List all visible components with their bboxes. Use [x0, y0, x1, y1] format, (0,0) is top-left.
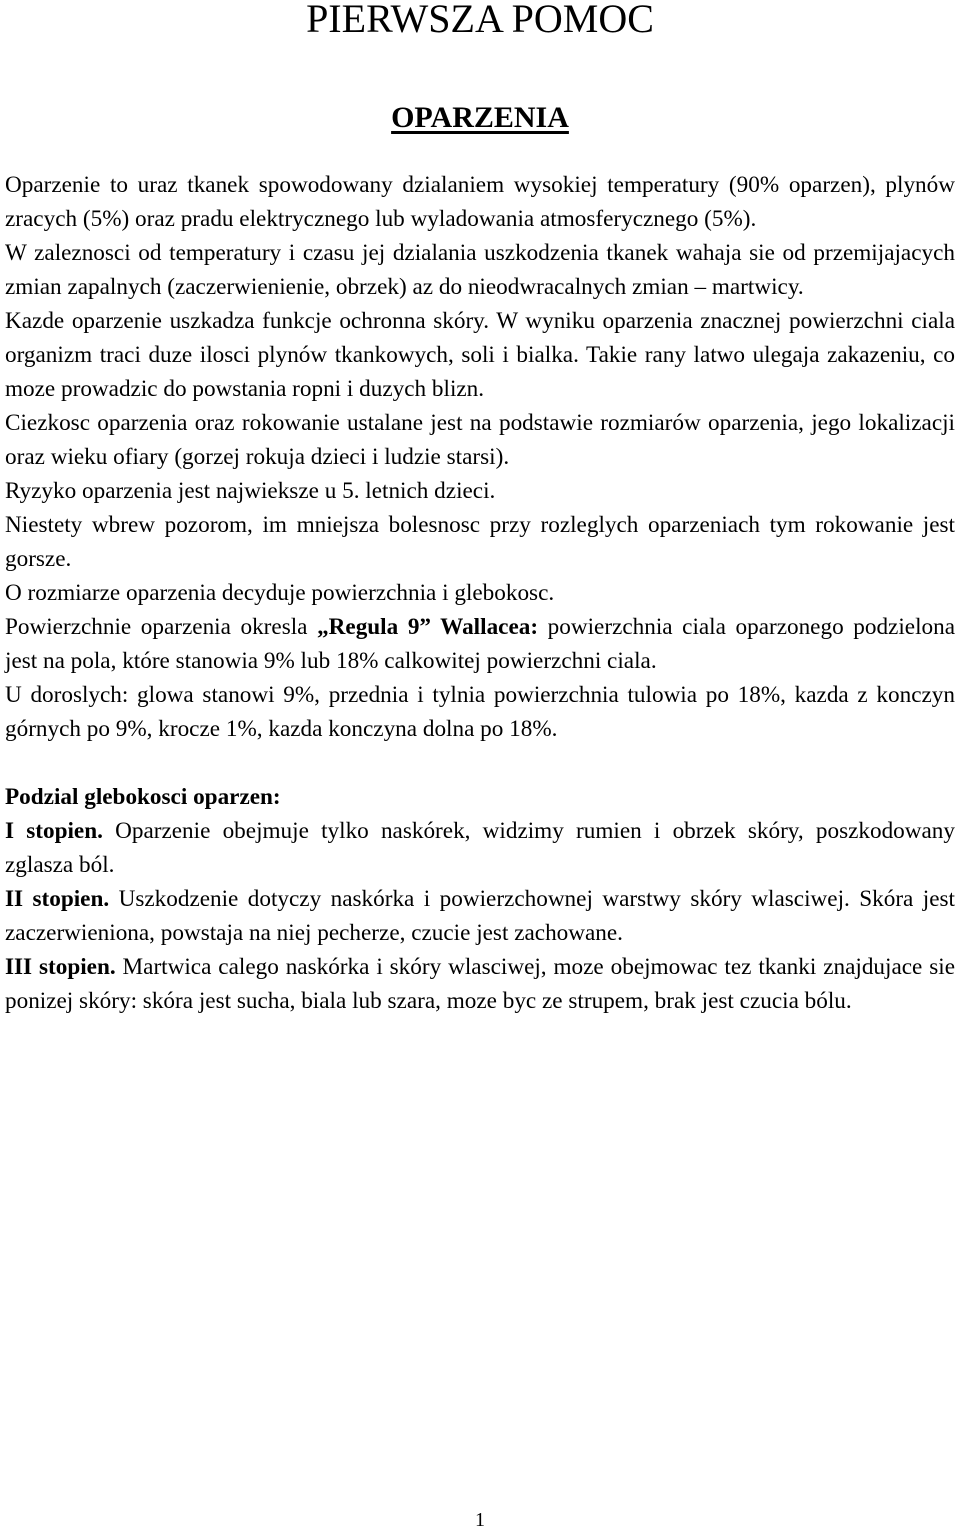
- degree-item: [5, 814, 955, 882]
- page-number: 1: [475, 1509, 485, 1531]
- degree-text: Oparzenie obejmuje tylko naskórek, widzimy rumien i obrzek skóry, poszkodowany zglasza ból.: [5, 818, 955, 878]
- document-title: PIERWSZA POMOC: [306, 0, 654, 41]
- section-heading: OPARZENIA: [391, 101, 569, 134]
- degree-item: [5, 950, 955, 1018]
- paragraph: Kazde oparzenie uszkadza funkcje ochronna skóry. W wyniku oparzenia znacznej powierzchni ciala organizm traci duze ilosci plynów tkankowych, soli i bialka. Takie rany latwo ulegaja zakazeniu, co moze prowadzic do powstania ropni i duzych blizn.: [5, 308, 955, 402]
- section-spacer: [5, 746, 955, 780]
- paragraph: Oparzenie to uraz tkanek spowodowany dzialaniem wysokiej temperatury (90% oparzen), plynów zracych (5%) oraz pradu elektrycznego lub wyladowania atmosferycznego (5%).: [5, 172, 955, 232]
- rule-paragraph: [5, 610, 955, 678]
- degree-text: Martwica calego naskórka i skóry wlasciwej, moze obejmowac tez tkanki znajdujace sie ponizej skóry: skóra jest sucha, biala lub szara, moze byc ze strupem, brak jest czucia bólu.: [5, 954, 955, 1014]
- degree-label: I stopien.: [5, 818, 103, 844]
- paragraph: Ciezkosc oparzenia oraz rokowanie ustalane jest na podstawie rozmiarów oparzenia, jego lokalizacji oraz wieku ofiary (gorzej rokuja dzieci i ludzie starsi).: [5, 410, 955, 470]
- paragraph: Niestety wbrew pozorom, im mniejsza bolesnosc przy rozleglych oparzeniach tym rokowanie jest gorsze.: [5, 512, 955, 572]
- rule-text-before: Powierzchnie oparzenia okresla: [5, 614, 318, 640]
- document-body: [5, 168, 955, 1018]
- paragraph: W zaleznosci od temperatury i czasu jej dzialania uszkodzenia tkanek wahaja sie od przemijajacych zmian zapalnych (zaczerwienienie, obrzek) az do nieodwracalnych zmian – martwicy.: [5, 240, 955, 300]
- degree-label: II stopien.: [5, 886, 110, 912]
- rule-name: „Regula 9” Wallacea:: [317, 614, 539, 640]
- depth-heading: Podzial glebokosci oparzen:: [5, 784, 281, 810]
- degree-text: Uszkodzenie dotyczy naskórka i powierzchownej warstwy skóry wlasciwej. Skóra jest zaczerwieniona, powstaja na niej pecherze, czucie jest zachowane.: [5, 886, 955, 946]
- degree-label: III stopien.: [5, 954, 116, 980]
- adults-paragraph: U doroslych: glowa stanowi 9%, przednia i tylnia powierzchnia tulowia po 18%, kazda z konczyn górnych po 9%, krocze 1%, kazda konczyna dolna po 18%.: [5, 682, 955, 742]
- degree-item: [5, 882, 955, 950]
- rule-text-after: powierzchnia ciala oparzonego podzielona jest na pola, które stanowia 9% lub 18% calkowitej powierzchni ciala.: [5, 614, 955, 674]
- paragraph: Ryzyko oparzenia jest najwieksze u 5. letnich dzieci.: [5, 478, 496, 504]
- paragraph: O rozmiarze oparzenia decyduje powierzchnia i glebokosc.: [5, 580, 555, 606]
